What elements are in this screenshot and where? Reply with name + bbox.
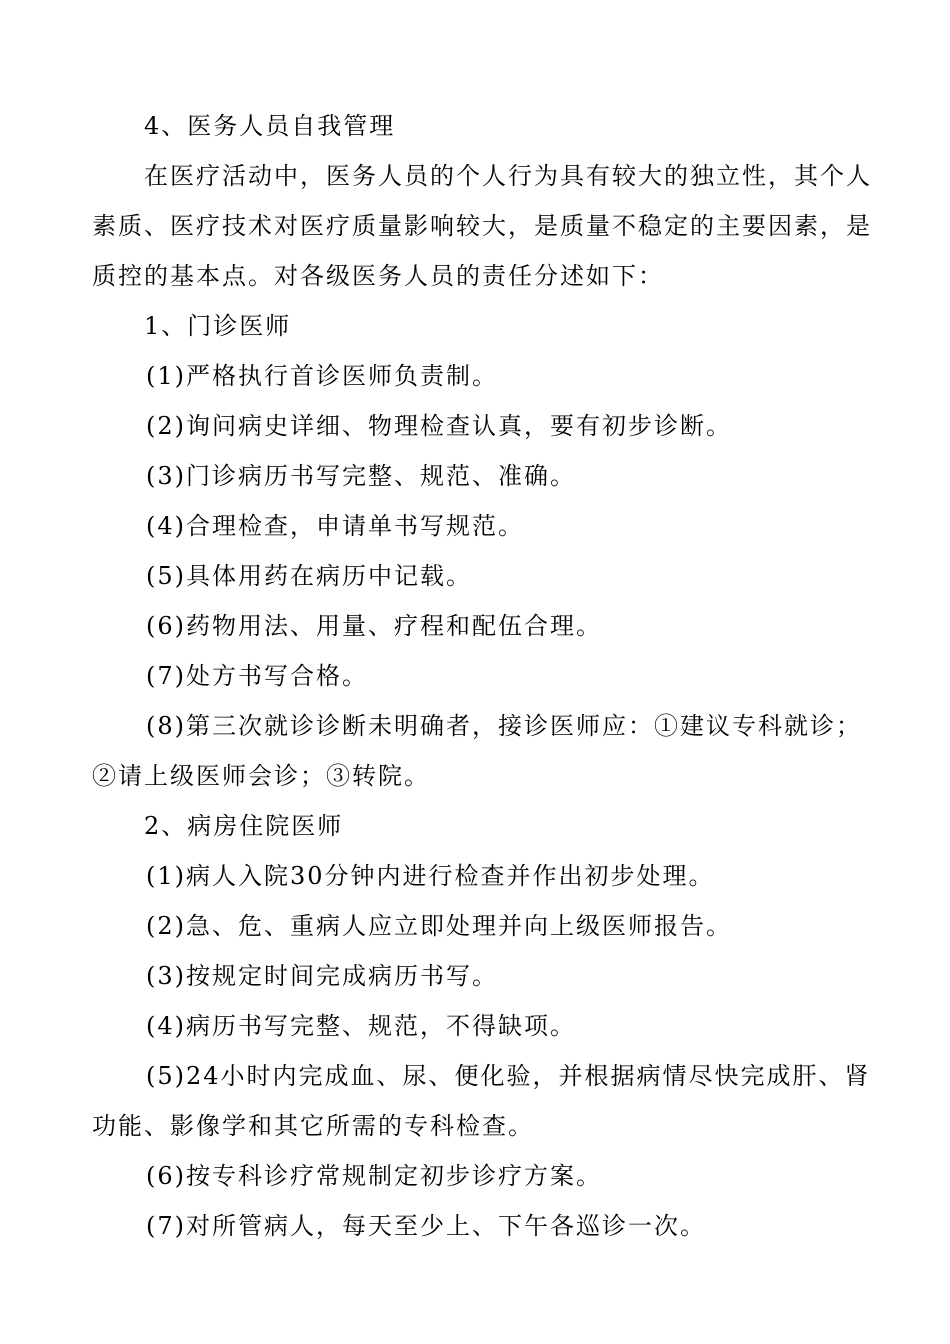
inpatient-item-2: (2)急、危、重病人应立即处理并向上级医师报告。	[146, 912, 732, 940]
outpatient-item-4: (4)合理检查，申请单书写规范。	[146, 512, 524, 540]
outpatient-item-8-continued: ②请上级医师会诊；③转院。	[92, 762, 430, 790]
inpatient-item-5-continued: 功能、影像学和其它所需的专科检查。	[92, 1112, 534, 1140]
inpatient-item-4: (4)病历书写完整、规范，不得缺项。	[146, 1012, 576, 1040]
inpatient-heading: 2、病房住院医师	[144, 812, 344, 840]
outpatient-item-2: (2)询问病史详细、物理检查认真，要有初步诊断。	[146, 412, 732, 440]
outpatient-item-5: (5)具体用药在病历中记载。	[146, 562, 472, 590]
inpatient-item-6: (6)按专科诊疗常规制定初步诊疗方案。	[146, 1162, 602, 1190]
outpatient-item-8: (8)第三次就诊诊断未明确者，接诊医师应：①建议专科就诊；	[146, 712, 862, 740]
inpatient-item-3: (3)按规定时间完成病历书写。	[146, 962, 498, 990]
inpatient-item-7: (7)对所管病人，每天至少上、下午各巡诊一次。	[146, 1212, 706, 1240]
inpatient-item-1: (1)病人入院30分钟内进行检查并作出初步处理。	[146, 862, 715, 890]
intro-line-2: 素质、医疗技术对医疗质量影响较大，是质量不稳定的主要因素，是	[92, 212, 872, 240]
outpatient-item-7: (7)处方书写合格。	[146, 662, 368, 690]
outpatient-item-6: (6)药物用法、用量、疗程和配伍合理。	[146, 612, 602, 640]
outpatient-item-3: (3)门诊病历书写完整、规范、准确。	[146, 462, 576, 490]
section-heading: 4、医务人员自我管理	[144, 112, 396, 140]
intro-line-1: 在医疗活动中，医务人员的个人行为具有较大的独立性，其个人	[144, 162, 872, 190]
outpatient-item-1: (1)严格执行首诊医师负责制。	[146, 362, 498, 390]
inpatient-item-5: (5)24小时内完成血、尿、便化验，并根据病情尽快完成肝、肾	[146, 1062, 871, 1090]
intro-line-3: 质控的基本点。对各级医务人员的责任分述如下：	[92, 262, 664, 290]
outpatient-heading: 1、门诊医师	[144, 312, 292, 340]
